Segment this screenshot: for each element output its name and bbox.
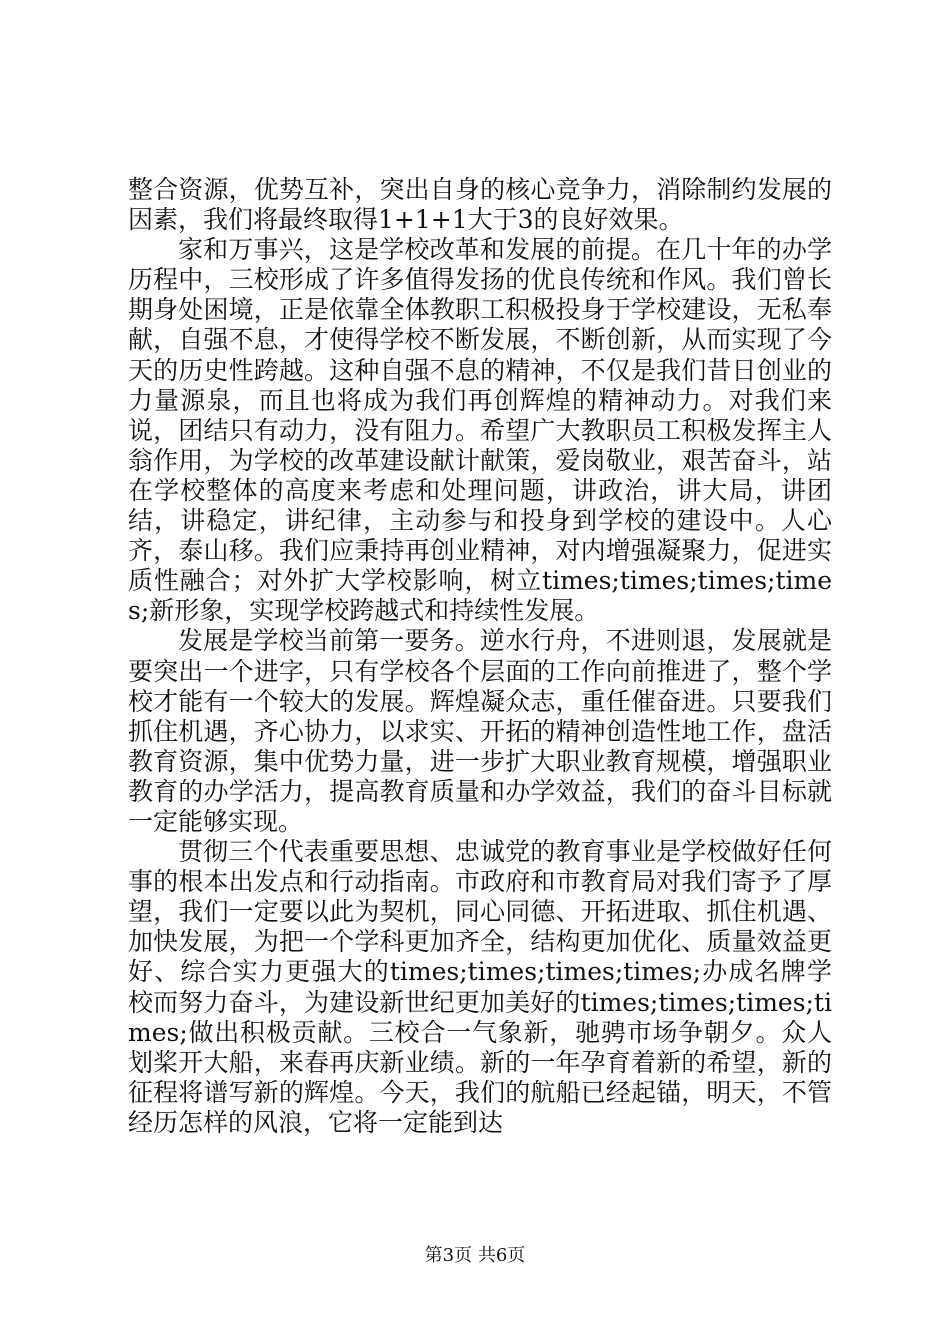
- page-number-footer: 第3页 共6页: [424, 1245, 526, 1266]
- paragraph-3: 发展是学校当前第一要务。逆水行舟，不进则退，发展就是要突出一个进字，只有学校各个层面的工作向前推进了，整个学校才能有一个较大的发展。辉煌凝众志，重任催奋进。只要我们抓住机遇，齐心协力，以求实、开拓的精神创造性地工作，盘活教育资源，集中优势力量，进一步扩大职业教育规模，增强职业教育的办学活力，提高教育质量和办学效益，我们的奋斗目标就一定能够实现。: [128, 626, 832, 836]
- paragraph-2: 家和万事兴，这是学校改革和发展的前提。在几十年的办学历程中，三校形成了许多值得发扬的优良传统和作风。我们曾长期身处困境，正是依靠全体教职工积极投身于学校建设，无私奉献，自强不息，才使得学校不断发展，不断创新，从而实现了今天的历史性跨越。这种自强不息的精神，不仅是我们昔日创业的力量源泉，而且也将成为我们再创辉煌的精神动力。对我们来说，团结只有动力，没有阻力。希望广大教职员工积极发挥主人翁作用，为学校的改革建设献计献策，爱岗敬业，艰苦奋斗，站在学校整体的高度来考虑和处理问题，讲政治，讲大局，讲团结，讲稳定，讲纪律，主动参与和投身到学校的建设中。人心齐，泰山移。我们应秉持再创业精神，对内增强凝聚力，促进实质性融合；对外扩大学校影响，树立times;times;times;times;新形象，实现学校跨越式和持续性发展。: [128, 235, 832, 626]
- document-body: [128, 175, 832, 1138]
- paragraph-1: 整合资源，优势互补，突出自身的核心竞争力，消除制约发展的因素，我们将最终取得1+1+1大于3的良好效果。: [128, 175, 832, 235]
- paragraph-4: 贯彻三个代表重要思想、忠诚党的教育事业是学校做好任何事的根本出发点和行动指南。市政府和市教育局对我们寄予了厚望，我们一定要以此为契机，同心同德、开拓进取、抓住机遇、加快发展，为把一个学科更加齐全，结构更加优化、质量效益更好、综合实力更强大的times;times;times;times;办成名牌学校而努力奋斗，为建设新世纪更加美好的times;times;times;times;做出积极贡献。三校合一气象新，驰骋市场争朝夕。众人划桨开大船，来春再庆新业绩。新的一年孕育着新的希望，新的征程将谱写新的辉煌。今天，我们的航船已经起锚，明天，不管经历怎样的风浪，它将一定能到达: [128, 837, 832, 1137]
